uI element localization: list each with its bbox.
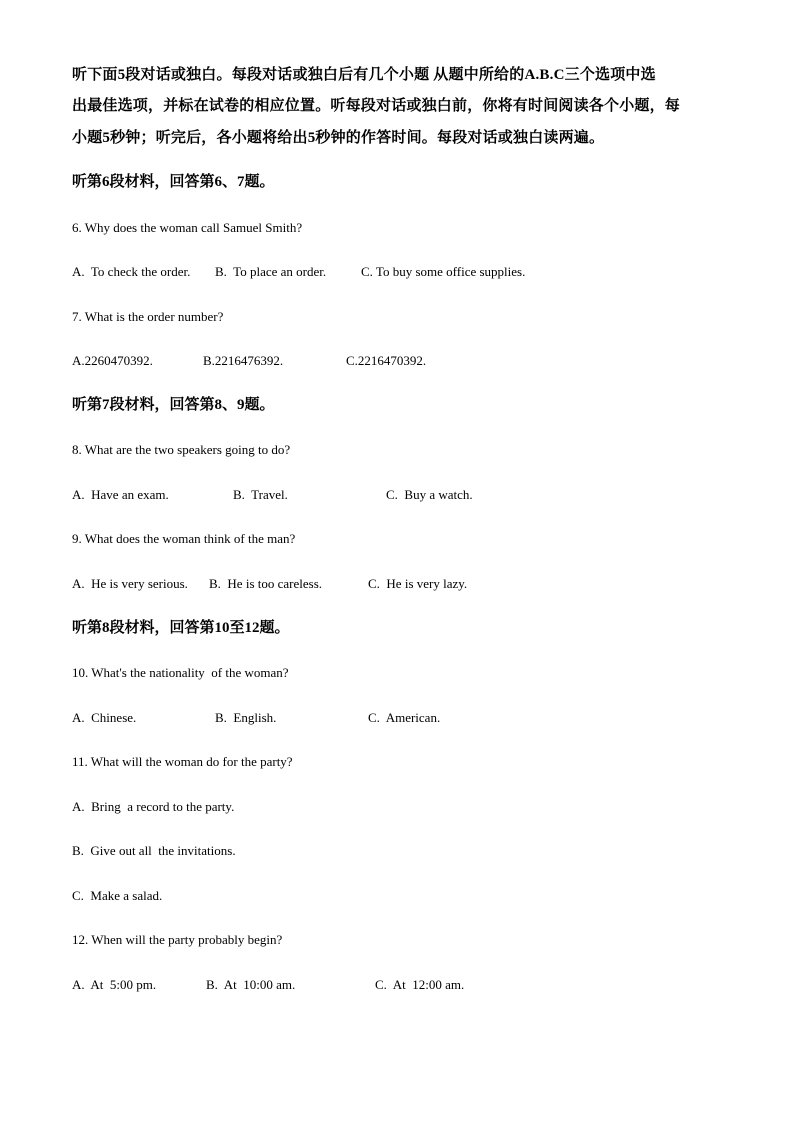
instructions-line-3: 小题5秒钟；听完后，各小题将给出5秒钟的作答时间。每段对话或独白读两遍。: [72, 130, 605, 146]
question-8-option-b: B. Travel.: [233, 487, 288, 502]
question-6-option-c: C. To buy some office supplies.: [361, 264, 526, 279]
question-6-option-b: B. To place an order.: [215, 264, 327, 279]
question-11-option-c: C. Make a salad.: [72, 888, 163, 903]
question-8-stem: 8. What are the two speakers going to do?: [72, 442, 291, 457]
question-11-option-b: B. Give out all the invitations.: [72, 843, 236, 858]
question-7-option-b: B.2216476392.: [203, 353, 284, 368]
question-7-stem: 7. What is the order number?: [72, 309, 224, 324]
question-12-option-c: C. At 12:00 am.: [375, 977, 465, 992]
section-8-heading: 听第8段材料，回答第10至12题。: [72, 620, 290, 636]
question-9-stem: 9. What does the woman think of the man?: [72, 531, 296, 546]
instructions-line-2: 出最佳选项，并标在试卷的相应位置。听每段对话或独白前，你将有时间阅读各个小题，每: [72, 98, 681, 114]
question-12-option-b: B. At 10:00 am.: [206, 977, 296, 992]
question-9-option-b: B. He is too careless.: [209, 576, 323, 591]
question-9-option-a: A. He is very serious.: [72, 576, 188, 591]
question-10-option-b: B. English.: [215, 710, 277, 725]
section-6-heading: 听第6段材料，回答第6、7题。: [72, 174, 275, 190]
question-11-option-a: A. Bring a record to the party.: [72, 799, 235, 814]
question-7-option-c: C.2216470392.: [346, 353, 427, 368]
instructions-line-1: 听下面5段对话或独白。每段对话或独白后有几个小题 从题中所给的A.B.C三个选项中选: [72, 67, 656, 83]
question-10-option-a: A. Chinese.: [72, 710, 137, 725]
question-7-option-a: A.2260470392.: [72, 353, 153, 368]
question-6-stem: 6. Why does the woman call Samuel Smith?: [72, 220, 303, 235]
question-12-stem: 12. When will the party probably begin?: [72, 932, 283, 947]
question-9-option-c: C. He is very lazy.: [368, 576, 468, 591]
question-8-option-a: A. Have an exam.: [72, 487, 169, 502]
question-12-option-a: A. At 5:00 pm.: [72, 977, 157, 992]
question-8-option-c: C. Buy a watch.: [386, 487, 473, 502]
question-11-stem: 11. What will the woman do for the party?: [72, 754, 293, 769]
question-6-option-a: A. To check the order.: [72, 264, 191, 279]
question-10-stem: 10. What's the nationality of the woman?: [72, 665, 289, 680]
section-7-heading: 听第7段材料，回答第8、9题。: [72, 397, 275, 413]
question-10-option-c: C. American.: [368, 710, 441, 725]
